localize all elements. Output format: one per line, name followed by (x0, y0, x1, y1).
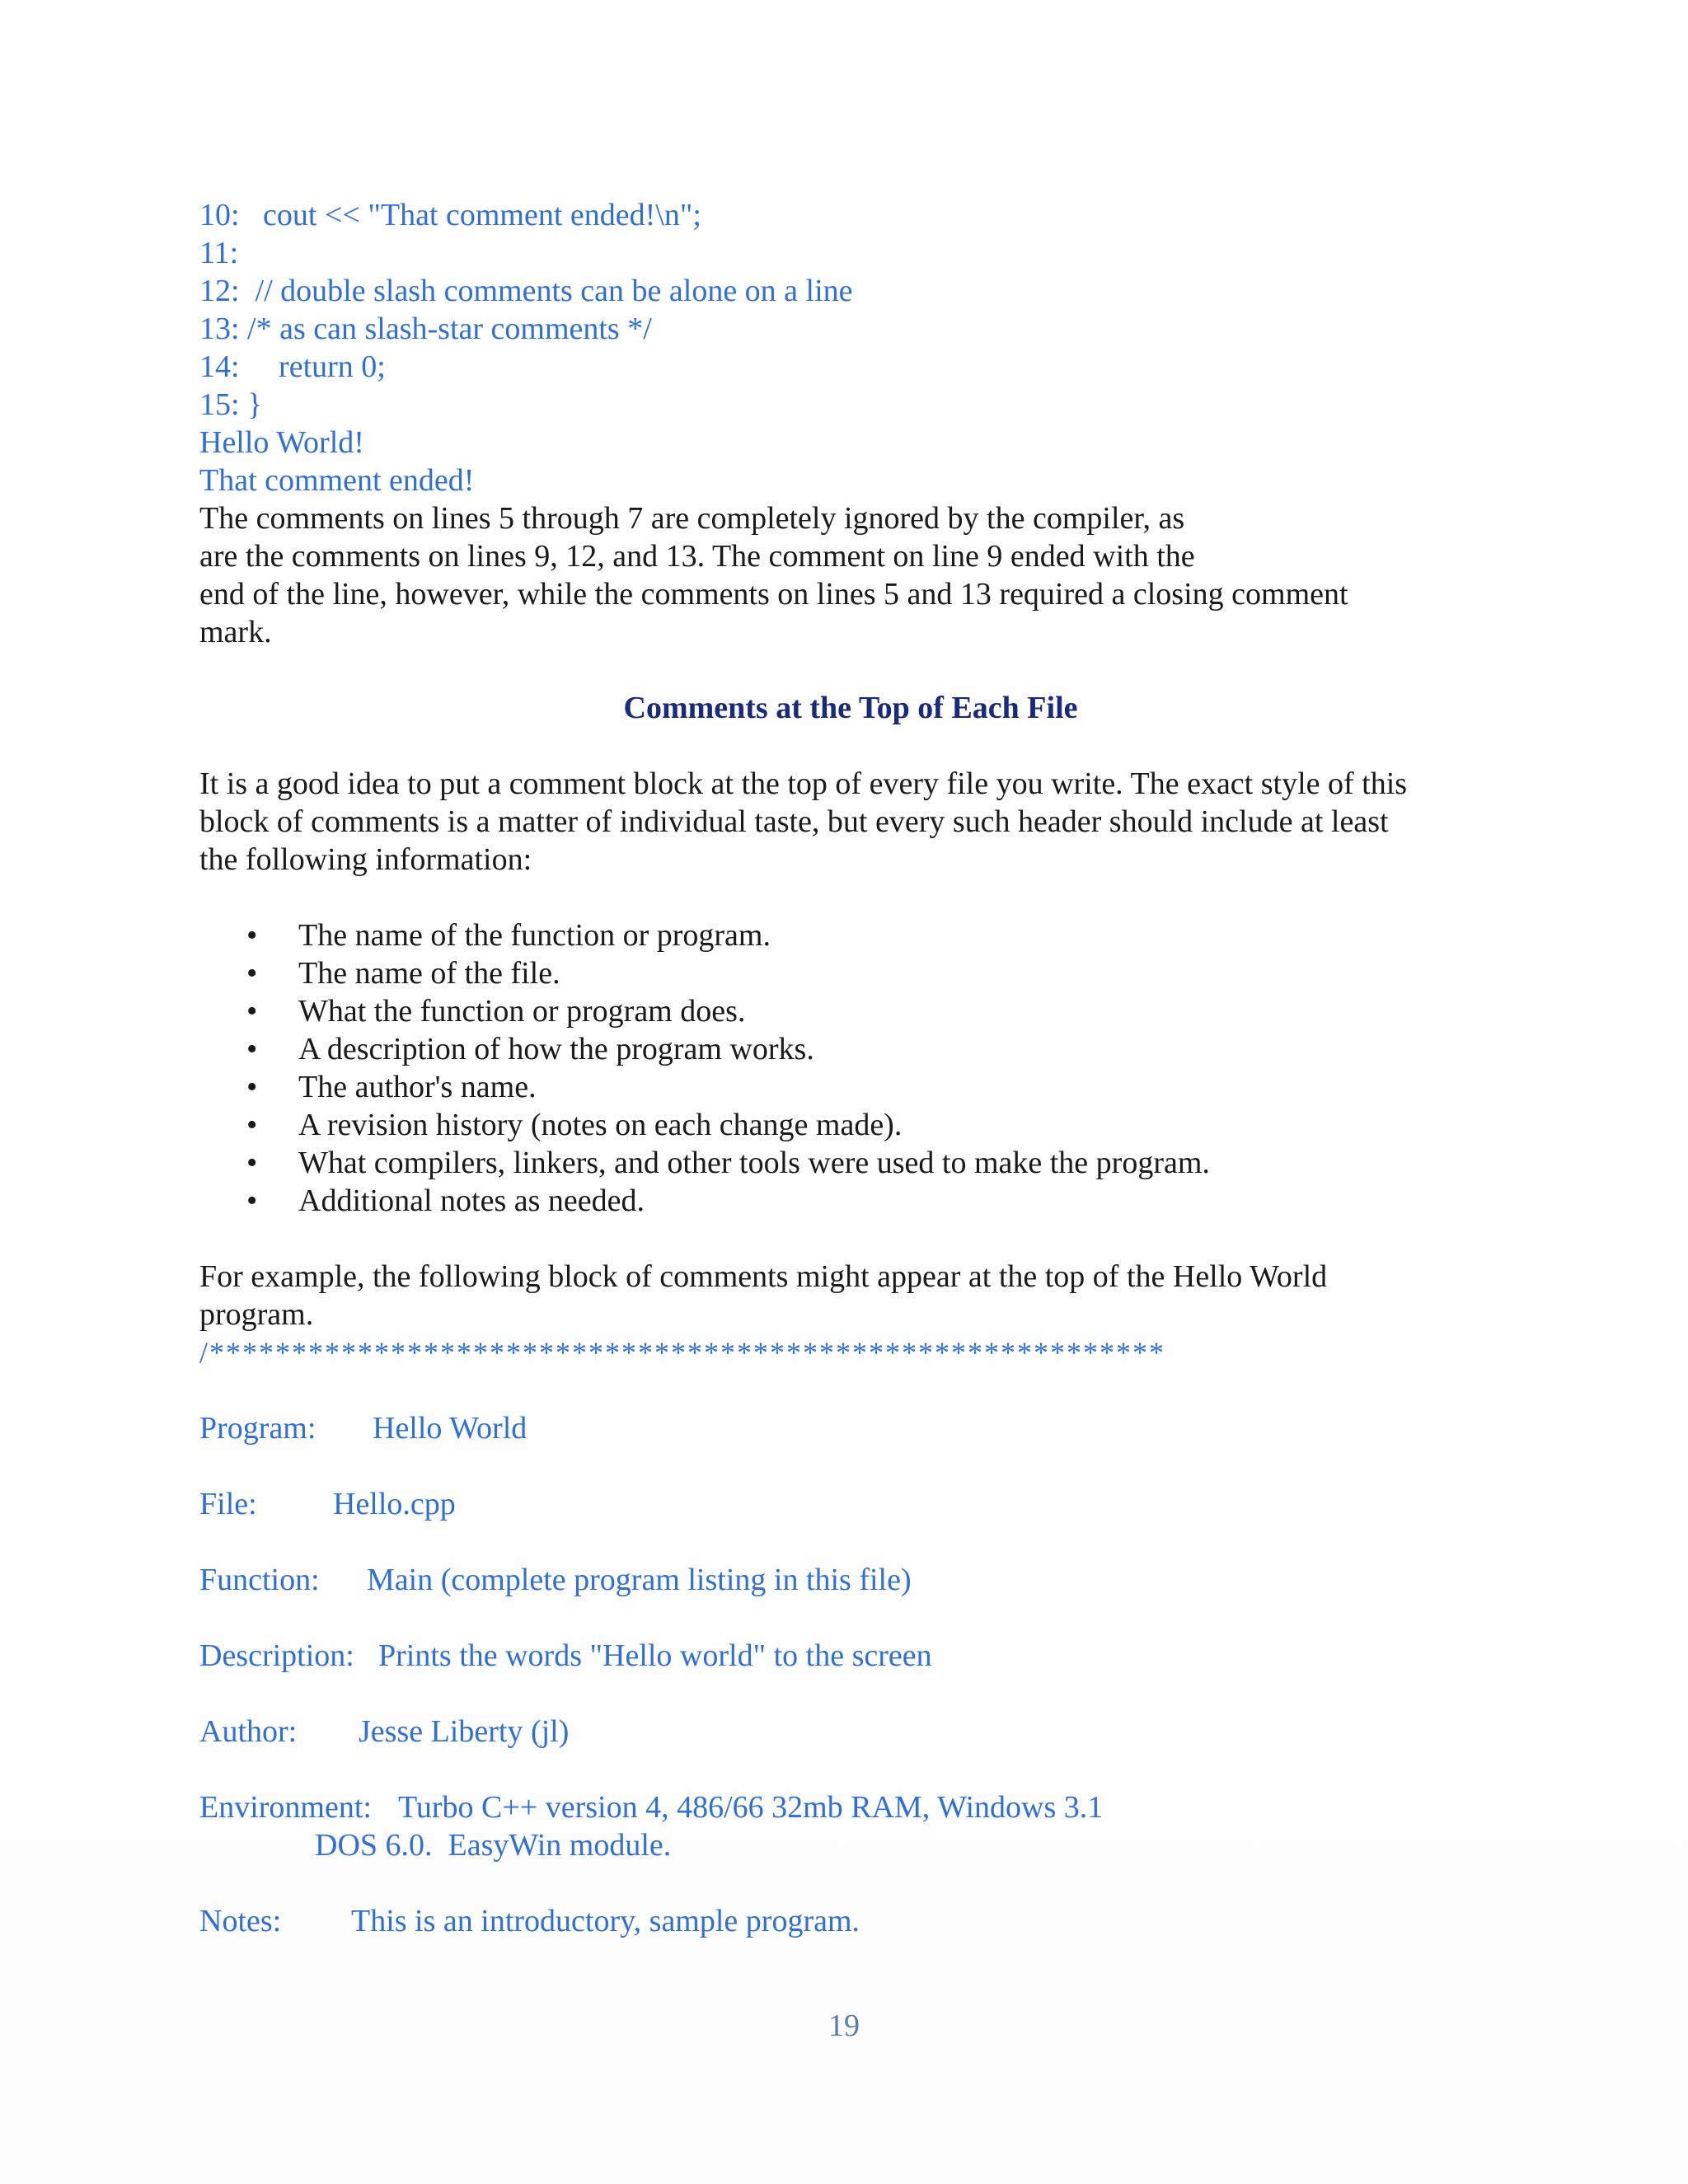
field-value: Main (complete program listing in this file) (367, 1563, 912, 1597)
list-item-text: A description of how the program works. (298, 1032, 814, 1066)
code-listing (199, 196, 1502, 424)
paragraph-line: program. (199, 1297, 314, 1332)
field-author (199, 1713, 1502, 1750)
list-item-text: Additional notes as needed. (298, 1183, 645, 1218)
field-label: Description: (199, 1638, 354, 1673)
field-label: Environment: (199, 1790, 372, 1825)
bullet-icon: • (246, 918, 258, 953)
page-content (199, 196, 1502, 1940)
list-item (199, 1106, 1502, 1144)
paragraph-line: mark. (199, 615, 272, 649)
output-line: That comment ended! (199, 463, 475, 498)
field-environment-continuation: DOS 6.0. EasyWin module. (315, 1828, 672, 1863)
field-value: Jesse Liberty (jl) (359, 1714, 570, 1749)
field-label: File: (199, 1487, 257, 1521)
list-item (199, 954, 1502, 992)
program-output (199, 424, 1502, 499)
list-item (199, 1030, 1502, 1068)
field-value: This is an introductory, sample program. (351, 1904, 860, 1938)
list-item (199, 1182, 1502, 1220)
field-description (199, 1637, 1502, 1675)
list-item (199, 916, 1502, 954)
field-value: Turbo C++ version 4, 486/66 32mb RAM, Windows 3.1 (398, 1790, 1104, 1825)
code-line: 10: cout << "That comment ended!\n"; (199, 198, 701, 232)
field-value: Hello World (373, 1411, 528, 1446)
code-line: 15: } (199, 387, 263, 422)
paragraph-line: It is a good idea to put a comment block at the top of every file you write. The exact style of this (199, 766, 1408, 801)
list-item (199, 992, 1502, 1030)
bullet-icon: • (246, 1070, 258, 1104)
paragraph-line: end of the line, however, while the comments on lines 5 and 13 required a closing comment (199, 577, 1348, 612)
code-line: 12: // double slash comments can be alone on a line (199, 274, 853, 308)
field-file (199, 1485, 1502, 1523)
bullet-icon: • (246, 1108, 258, 1142)
explanation-paragraph (199, 499, 1502, 651)
field-notes (199, 1902, 1502, 1940)
example-paragraph (199, 1258, 1502, 1333)
paragraph-line: the following information: (199, 842, 532, 877)
field-value: Hello.cpp (333, 1487, 456, 1521)
bullet-icon: • (246, 994, 258, 1029)
code-line: 13: /* as can slash-star comments */ (199, 312, 652, 346)
field-label: Author: (199, 1714, 298, 1749)
code-line: 14: return 0; (199, 349, 386, 384)
field-value: Prints the words "Hello world" to the screen (378, 1638, 932, 1673)
section-heading: Comments at the Top of Each File (623, 691, 1078, 725)
bullet-icon: • (246, 1032, 258, 1066)
field-label: Program: (199, 1411, 316, 1446)
output-line: Hello World! (199, 425, 364, 460)
bullet-icon: • (246, 1146, 258, 1180)
paragraph-line: are the comments on lines 9, 12, and 13. The comment on line 9 ended with the (199, 539, 1195, 574)
paragraph-line: For example, the following block of comments might appear at the top of the Hello World (199, 1259, 1328, 1294)
list-item-text: What the function or program does. (298, 994, 746, 1029)
field-environment (199, 1788, 1502, 1826)
code-line: 11: (199, 236, 239, 270)
field-label: Function: (199, 1563, 320, 1597)
page-number: 19 (828, 2008, 860, 2043)
list-item-text: The name of the file. (298, 956, 560, 991)
list-item-text: What compilers, linkers, and other tools were used to make the program. (298, 1146, 1210, 1180)
list-item-text: The author's name. (298, 1070, 537, 1104)
bullet-icon: • (246, 956, 258, 991)
list-item (199, 1068, 1502, 1106)
paragraph-line: The comments on lines 5 through 7 are completely ignored by the compiler, as (199, 501, 1185, 536)
field-function (199, 1561, 1502, 1599)
list-item-text: The name of the function or program. (298, 918, 771, 953)
field-label: Notes: (199, 1904, 282, 1938)
bullet-icon: • (246, 1183, 258, 1218)
header-info-list (199, 916, 1502, 1220)
list-item (199, 1144, 1502, 1182)
comment-block (199, 1333, 1502, 1940)
intro-paragraph (199, 765, 1502, 879)
field-program (199, 1409, 1502, 1447)
paragraph-line: block of comments is a matter of individual taste, but every such header should include at least (199, 804, 1389, 839)
list-item-text: A revision history (notes on each change made). (298, 1108, 903, 1142)
comment-stars-line: /********************************************************** (199, 1336, 1166, 1369)
